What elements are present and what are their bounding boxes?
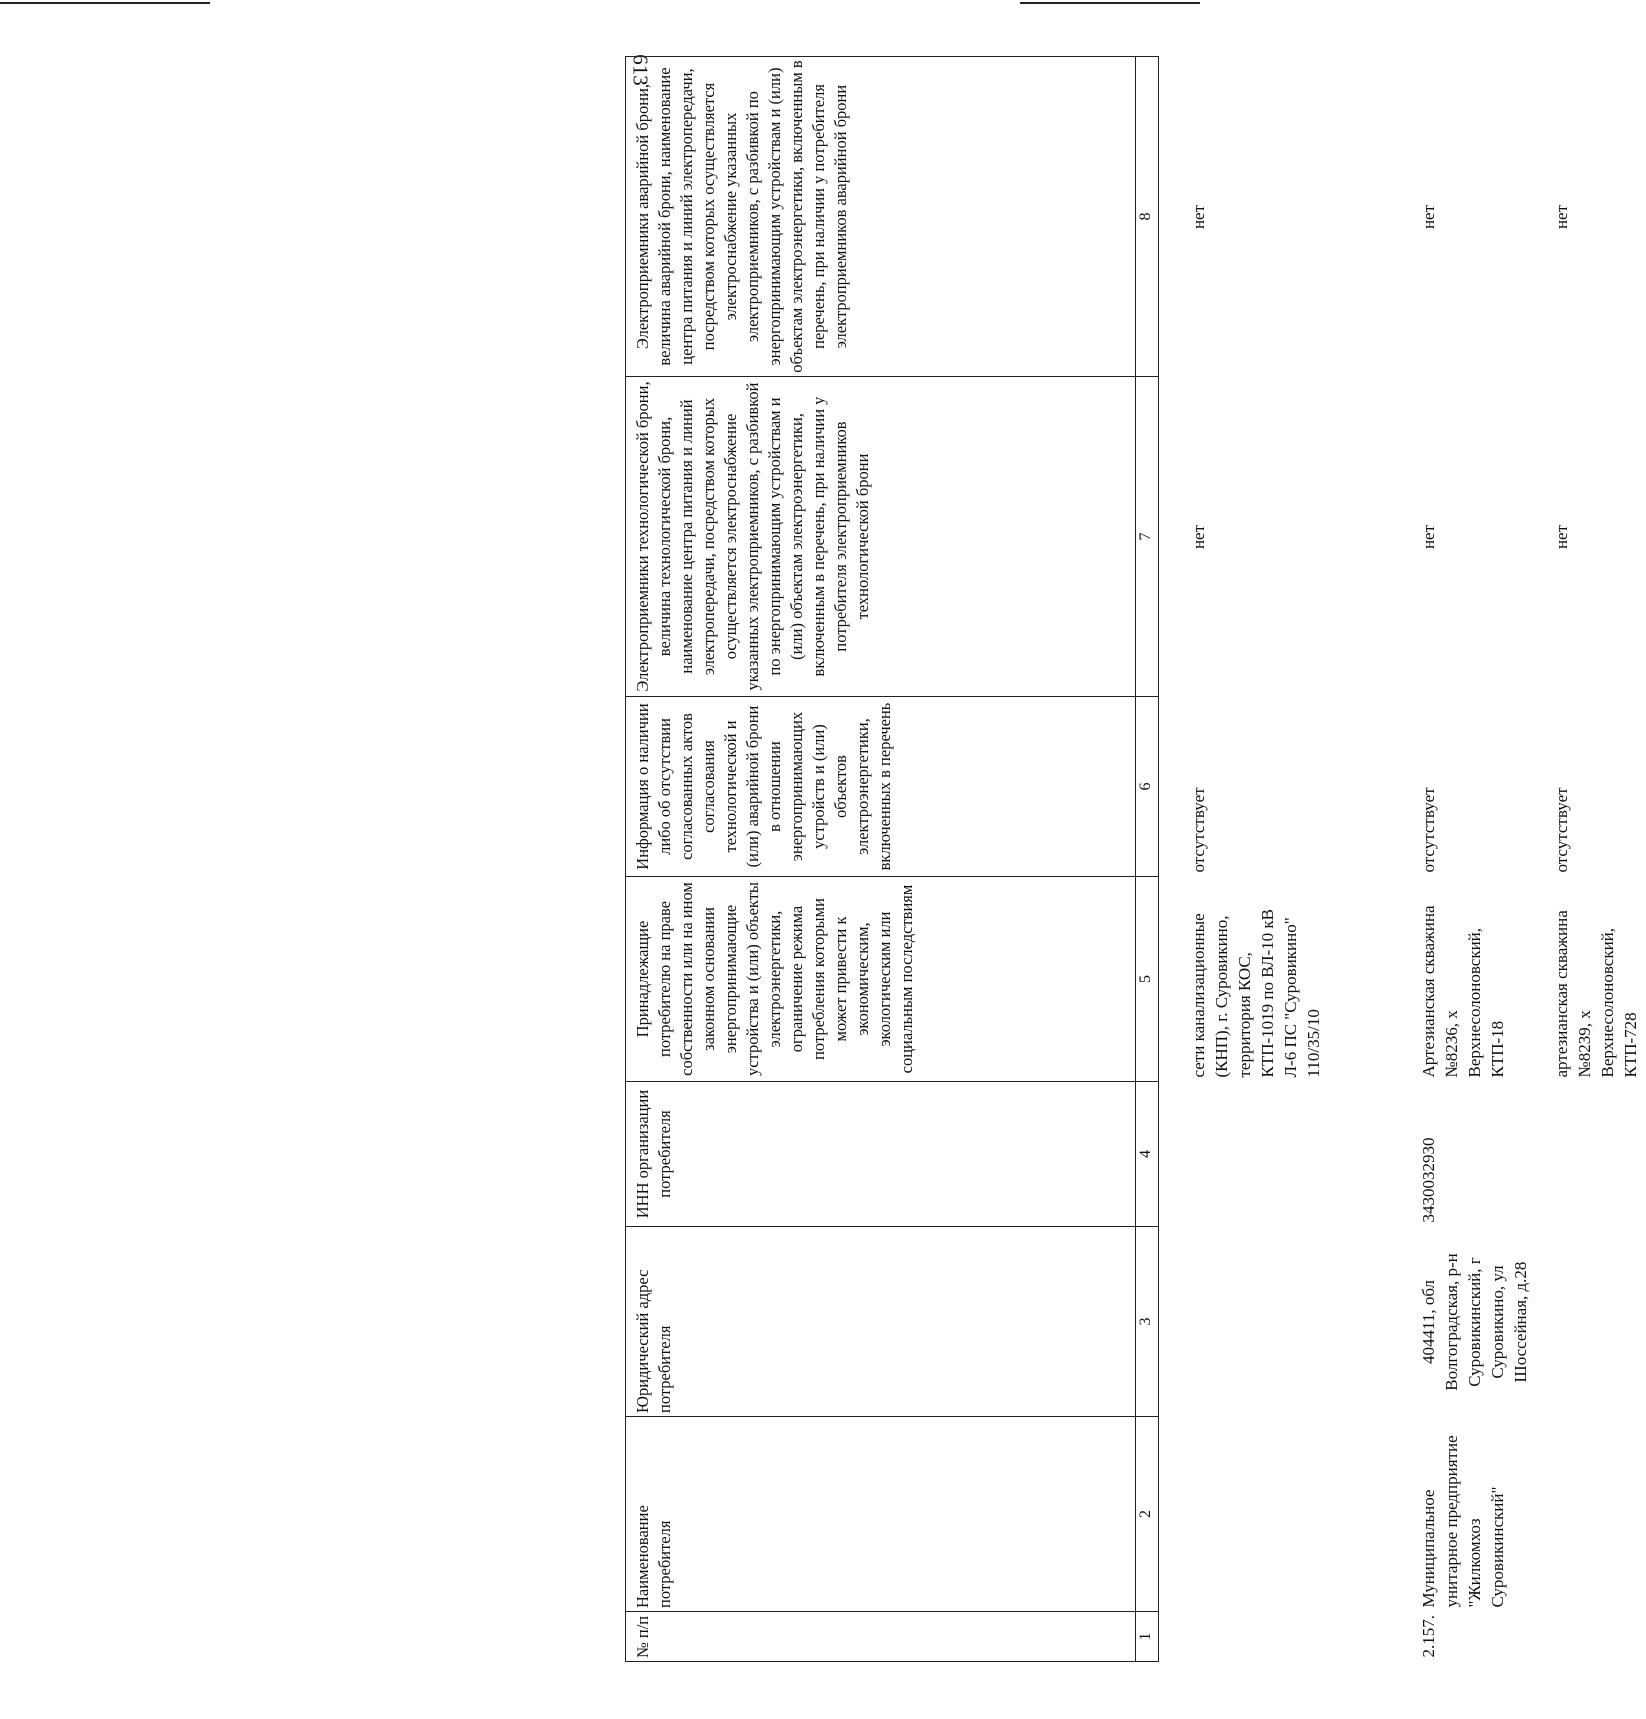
row-emergency-reserve: нет [1552,204,1571,230]
row-device: Артезианская скважина №8236, х Верхнесолоновский, КТП-18 [1419,905,1507,1078]
header-address: Юридический адрес потребителя [626,1227,1136,1417]
row-name [1159,1417,1404,1612]
row-device: сети канализационные (КНП), г. Суровикино, территория КОС, КТП-1019 по ВЛ-10 кВ Л-6 ПС "Суровикино" 110/35/10 [1189,909,1323,1078]
row-emergency-reserve: нет [1419,204,1438,230]
column-number: 6 [1136,697,1159,877]
row-acts: отсутствует [1552,787,1571,873]
column-number: 8 [1136,57,1159,377]
row-device: артезианская скважина №8239, х Верхнесолоновский, КТП-728 [1552,910,1640,1078]
row-inn: 3430032930 [1419,1137,1438,1223]
header-inn: ИНН организации потребителя [626,1082,1136,1227]
header-tech-reserve: Электроприемники технологической брони, величина технологической брони, наименование центра питания и линий электропередачи, посредством которых осуществляется электроснабжение указанных электроприемников, с разбивкой по энергопринимающим устройствам и (или) объектам электроэнергетики, включенным в перечень, при наличии у потребителя электроприемников технологической брони [626,377,1136,697]
header-emergency-reserve: Электроприемники аварийной брони, величина аварийной брони, наименование центра питания и линий электропередачи, посредством которых осуществляется электроснабжение указанных электроприемников, с разбивкой по энергопринимающим устройствам и (или) объектам электроэнергетики, включенным в перечень, при наличии у потребителя электроприемников аварийной брони [626,57,1136,377]
column-number: 5 [1136,877,1159,1082]
row-name: Муниципальное унитарное предприятие "Жилкомхоз Суровикинский" [1419,1435,1507,1608]
page-number: 613 [628,54,653,86]
scan-edge-mark [1020,2,1200,4]
scan-edge-mark [0,2,210,4]
row-emergency-reserve: нет [1189,204,1208,230]
row-tech-reserve: нет [1419,524,1438,550]
consumer-table [625,56,1646,1662]
column-number: 3 [1136,1227,1159,1417]
row-tech-reserve: нет [1189,524,1208,550]
row-num [1536,1612,1646,1662]
row-address [1159,1227,1404,1417]
column-number: 4 [1136,1082,1159,1227]
header-acts: Информация о наличии либо об отсутствии согласованных актов согласования технологической и (или) аварийной брони в отношении энергопринимающих устройств и (или) объектов электроэнергетики, включенных в перечень [626,697,1136,877]
table-row [1536,57,1646,1662]
row-inn [1536,1082,1646,1227]
row-tech-reserve: нет [1552,524,1571,550]
header-name: Наименование потребителя [626,1417,1136,1612]
row-name [1536,1417,1646,1612]
row-inn [1159,1082,1404,1227]
table-row [1159,57,1404,1662]
row-address [1536,1227,1646,1417]
row-num [1159,1612,1404,1662]
row-num: 2.157. [1419,1615,1438,1658]
row-acts: отсутствует [1419,787,1438,873]
header-num: № п/п [626,1612,1136,1662]
column-number-row [1136,57,1159,1662]
column-number: 7 [1136,377,1159,697]
rotated-document-sheet [625,57,1640,1662]
column-number: 1 [1136,1612,1159,1662]
table-header-row [626,57,1136,1662]
row-address: 404411, обл Волгоградская, р-н Суровикинский, г Суровикино, ул Шоссейная, д.28 [1419,1253,1530,1391]
table-row [1403,57,1536,1662]
header-devices: Принадлежащие потребителю на праве собственности или на ином законном основании энергопринимающие устройства и (или) объекты электроэнергетики, ограничение режима потребления которыми может привести к экономическим, экологическим или социальным последствиям [626,877,1136,1082]
row-acts: отсутствует [1189,787,1208,873]
column-number: 2 [1136,1417,1159,1612]
